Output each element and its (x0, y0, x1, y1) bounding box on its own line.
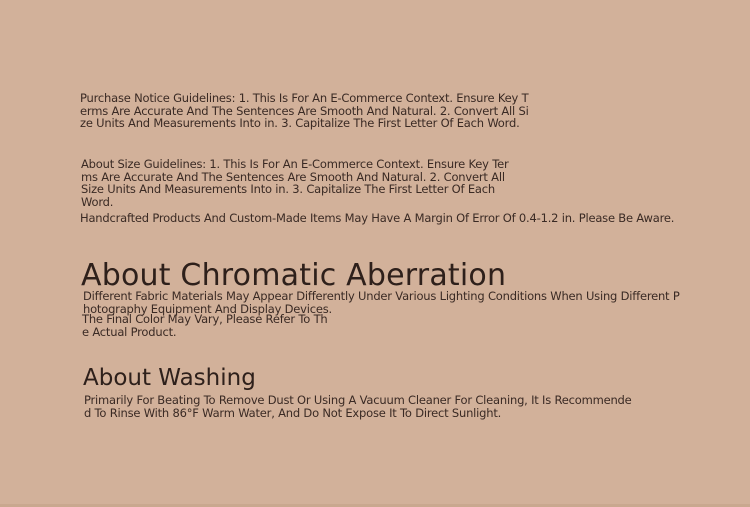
chromatic-aberration-text: Different Fabric Materials May Appear Differently Under Various Lighting Conditions When Using Different Photography Equipment And Display Devices. (83, 289, 680, 316)
washing-heading: About Washing (83, 365, 256, 391)
chromatic-aberration-heading: About Chromatic Aberration (81, 258, 507, 293)
final-color-note: The Final Color May Vary, Please Refer To The Actual Product. (82, 312, 328, 339)
purchase-notice-text: Purchase Notice Guidelines: 1. This Is For An E-Commerce Context. Ensure Key Terms Are Accurate And The Sentences Are Smooth And Natural. 2. Convert All Size Units And Measurements Into in. 3. Capitalize The First Letter Of Each Word. (80, 91, 529, 131)
margin-of-error-note: Handcrafted Products And Custom-Made Items May Have A Margin Of Error Of 0.4-1.2 in. Please Be Aware. (80, 211, 675, 225)
about-size-guidelines-text: About Size Guidelines: 1. This Is For An E-Commerce Context. Ensure Key Terms Are Accurate And The Sentences Are Smooth And Natural. 2. Convert All Size Units And Measurements Into in. 3. Capitalize The First Letter Of Each Word. (81, 157, 509, 209)
washing-text: Primarily For Beating To Remove Dust Or Using A Vacuum Cleaner For Cleaning, It Is Recommended To Rinse With 86°F Warm Water, And Do Not Expose It To Direct Sunlight. (84, 393, 632, 420)
